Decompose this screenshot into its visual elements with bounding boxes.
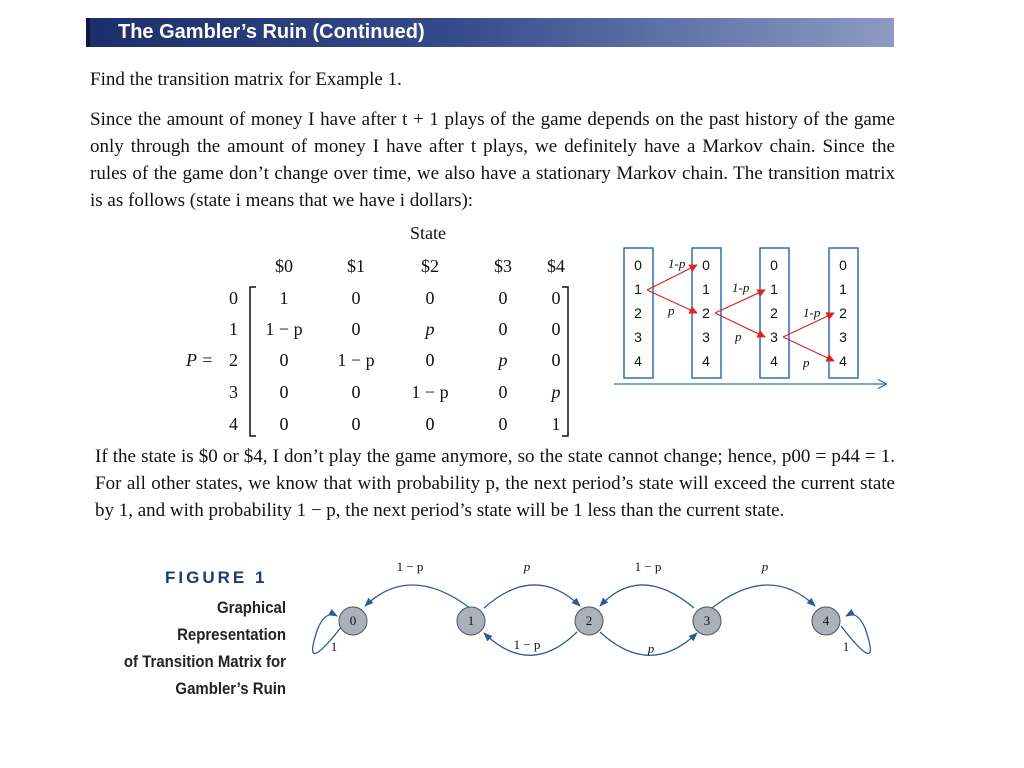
figure-number: FIGURE 1 xyxy=(165,568,268,587)
matrix-p-label: P = xyxy=(186,350,214,370)
edge-label: p xyxy=(761,559,769,574)
state-columns xyxy=(624,248,858,378)
matrix-row-labels xyxy=(229,288,238,434)
matrix-cell: 0 xyxy=(498,382,508,402)
matrix-cell: 1 − p xyxy=(265,319,303,339)
matrix-cell: 0 xyxy=(351,319,361,339)
row-label: 3 xyxy=(229,382,238,402)
matrix-cells xyxy=(265,288,560,434)
matrix-cell: 0 xyxy=(351,414,361,434)
state-value: 2 xyxy=(839,305,847,321)
edge-label: 1 − p xyxy=(513,637,541,652)
state-label: State xyxy=(410,223,446,243)
matrix-cell: p xyxy=(551,382,561,402)
edge-1-to-0 xyxy=(365,585,470,608)
matrix-cell: 0 xyxy=(425,414,435,434)
transition-label: 1-p xyxy=(668,256,686,271)
node-label: 3 xyxy=(703,613,711,628)
state-value: 2 xyxy=(770,305,778,321)
matrix-cell: p xyxy=(498,350,508,370)
row-label: 1 xyxy=(229,319,238,339)
edge-3-to-2 xyxy=(600,585,694,608)
edge-3-to-4 xyxy=(712,585,815,608)
transition-label: p xyxy=(668,303,675,318)
state-value: 2 xyxy=(634,305,642,321)
node-label: 2 xyxy=(585,613,593,628)
matrix-cell: 0 xyxy=(551,288,561,308)
matrix-left-bracket xyxy=(250,287,256,436)
col-header: $3 xyxy=(494,256,512,276)
state-value: 1 xyxy=(634,281,642,297)
matrix-cell: 0 xyxy=(425,288,435,308)
state-value: 1 xyxy=(770,281,778,297)
node-label: 1 xyxy=(467,613,475,628)
caption-line: of Transition Matrix for xyxy=(123,652,286,671)
edge-label: p xyxy=(523,559,531,574)
state-transition-labels xyxy=(667,256,821,370)
state-value: 0 xyxy=(634,257,642,273)
matrix-cell: 0 xyxy=(425,350,435,370)
page-title: The Gambler’s Ruin (Continued) xyxy=(118,21,425,43)
transition-label: 1-p xyxy=(803,305,821,320)
col-header: $1 xyxy=(347,256,365,276)
matrix-cell: 0 xyxy=(498,319,508,339)
col-header: $2 xyxy=(421,256,439,276)
caption-line: Gambler’s Ruin xyxy=(175,679,286,698)
col-header: $4 xyxy=(547,256,565,276)
matrix-cell: 0 xyxy=(279,350,289,370)
row-label: 4 xyxy=(229,414,238,434)
edge-1-to-2 xyxy=(484,585,580,608)
node-label: 0 xyxy=(349,613,357,628)
matrix-cell: 0 xyxy=(279,414,289,434)
state-value: 3 xyxy=(839,329,847,345)
transition-label: p xyxy=(735,329,742,344)
matrix-cell: 0 xyxy=(279,382,289,402)
self-loop-0 xyxy=(313,615,342,654)
state-value: 0 xyxy=(770,257,778,273)
edge-label: p xyxy=(647,641,655,656)
matrix-cell: 0 xyxy=(351,382,361,402)
matrix-cell: 1 − p xyxy=(411,382,449,402)
transition-label: 1-p xyxy=(732,280,750,295)
markov-explanation: Since the amount of money I have after t + 1 plays of the game depends on the past history of the game only through the amount of money I have after t plays, we definitely have a Markov chain. Since the rules of the game don’t change over time, we also have a stationary Markov chain. The transition matrix is as follows (state i means that we have i dollars): xyxy=(90,109,895,211)
state-value: 4 xyxy=(702,353,710,369)
matrix-right-bracket xyxy=(562,287,568,436)
matrix-cell: 1 − p xyxy=(337,350,375,370)
matrix-cell: 1 xyxy=(551,414,561,434)
graph-nodes xyxy=(339,607,840,635)
row-label: 2 xyxy=(229,350,238,370)
state-value: 4 xyxy=(770,353,778,369)
state-value: 0 xyxy=(839,257,847,273)
matrix-cell: 0 xyxy=(498,288,508,308)
state-explanation: If the state is $0 or $4, I don’t play the game anymore, so the state cannot change; hence, p00 = p44 = 1. For all other states, we know that with probability p, the next period’s state will exceed the current state by 1, and with probability 1 − p, the next period’s state will be 1 less than the current state. xyxy=(95,446,895,521)
state-value: 4 xyxy=(839,353,847,369)
state-value: 3 xyxy=(702,329,710,345)
edge-label: 1 − p xyxy=(396,559,424,574)
state-value: 1 xyxy=(702,281,710,297)
col-header: $0 xyxy=(275,256,293,276)
row-label: 0 xyxy=(229,288,238,308)
edge-label: 1 xyxy=(842,639,850,654)
matrix-cell: 0 xyxy=(498,414,508,434)
intro-text: Find the transition matrix for Example 1. xyxy=(90,69,402,90)
state-value: 2 xyxy=(702,305,710,321)
transition-label: p xyxy=(803,355,810,370)
state-value: 1 xyxy=(839,281,847,297)
state-value: 3 xyxy=(634,329,642,345)
node-label: 4 xyxy=(822,613,830,628)
matrix-cell: 0 xyxy=(551,350,561,370)
matrix-cell: p xyxy=(425,319,435,339)
matrix-cell: 0 xyxy=(351,288,361,308)
edge-label: 1 xyxy=(330,639,338,654)
matrix-col-headers xyxy=(275,256,565,276)
matrix-cell: 1 xyxy=(279,288,289,308)
matrix-cell: 0 xyxy=(551,319,561,339)
state-value: 0 xyxy=(702,257,710,273)
state-value: 4 xyxy=(634,353,642,369)
edge-label: 1 − p xyxy=(634,559,662,574)
caption-line: Graphical Representation xyxy=(177,598,286,644)
state-value: 3 xyxy=(770,329,778,345)
